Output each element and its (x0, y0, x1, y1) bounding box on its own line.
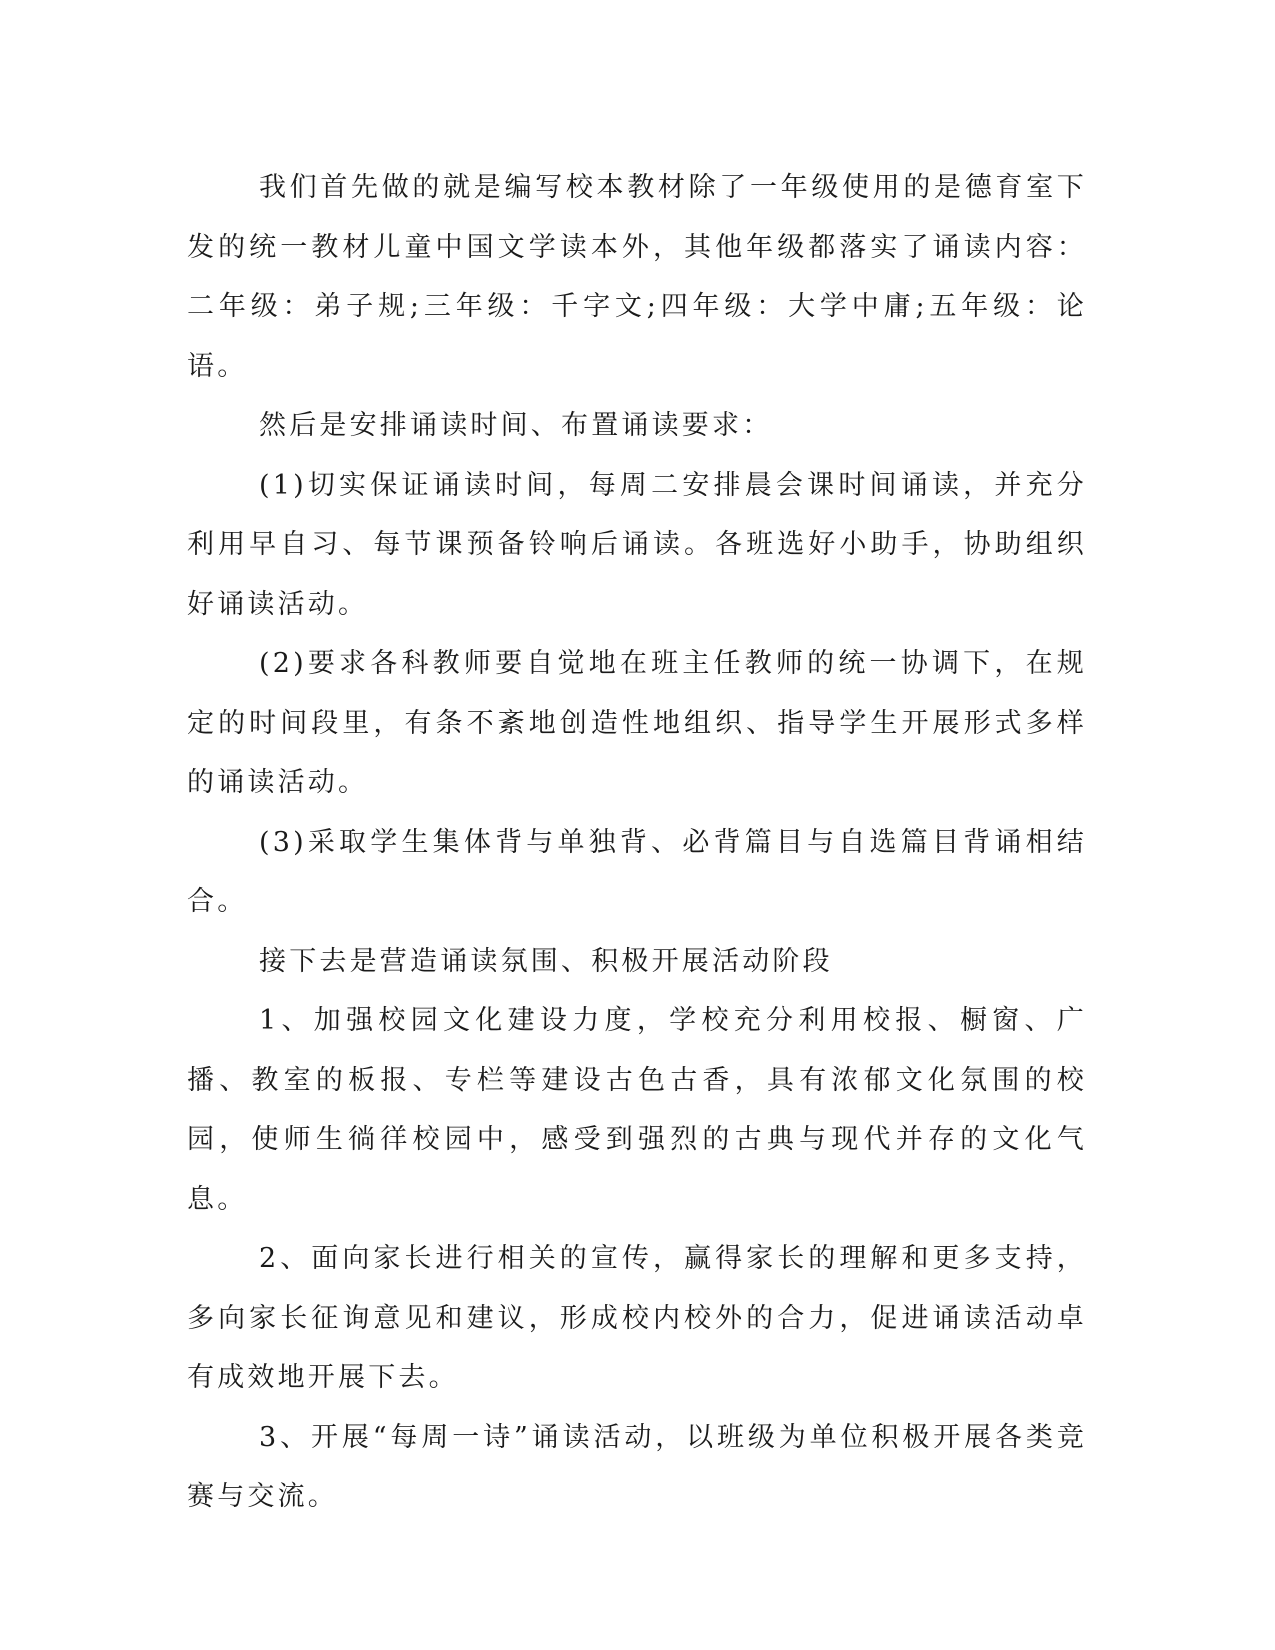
paragraph-textbook: 我们首先做的就是编写校本教材除了一年级使用的是德育室下发的统一教材儿童中国文学读本外，其他年级都落实了诵读内容：二年级：弟子规;三年级：千字文;四年级：大学中庸;五年级：论语。 (187, 172, 1087, 382)
paragraph-atmosphere-intro: 接下去是营造诵读氛围、积极开展活动阶段 (259, 945, 833, 977)
paragraph-point-1: 1、加强校园文化建设力度，学校充分利用校报、橱窗、广播、教室的板报、专栏等建设古色古香，具有浓郁文化氛围的校园，使师生徜徉校园中，感受到强烈的古典与现代并存的文化气息。 (187, 1005, 1087, 1215)
document-body (187, 158, 1087, 1527)
paragraph-schedule-intro: 然后是安排诵读时间、布置诵读要求： (259, 410, 773, 441)
paragraph-point-2: 2、面向家长进行相关的宣传，赢得家长的理解和更多支持，多向家长征询意见和建议，形成校内校外的合力，促进诵读活动卓有成效地开展下去。 (187, 1243, 1087, 1393)
paragraph-item-3: (3)采取学生集体背与单独背、必背篇目与自选篇目背诵相结合。 (187, 826, 1087, 917)
paragraph-item-2: (2)要求各科教师要自觉地在班主任教师的统一协调下，在规定的时间段里，有条不紊地创造性地组织、指导学生开展形式多样的诵读活动。 (187, 648, 1087, 798)
paragraph-point-3: 3、开展“每周一诗”诵读活动，以班级为单位积极开展各类竞赛与交流。 (187, 1421, 1087, 1512)
paragraph-item-1: (1)切实保证诵读时间，每周二安排晨会课时间诵读，并充分利用早自习、每节课预备铃响后诵读。各班选好小助手，协助组织好诵读活动。 (187, 469, 1087, 620)
